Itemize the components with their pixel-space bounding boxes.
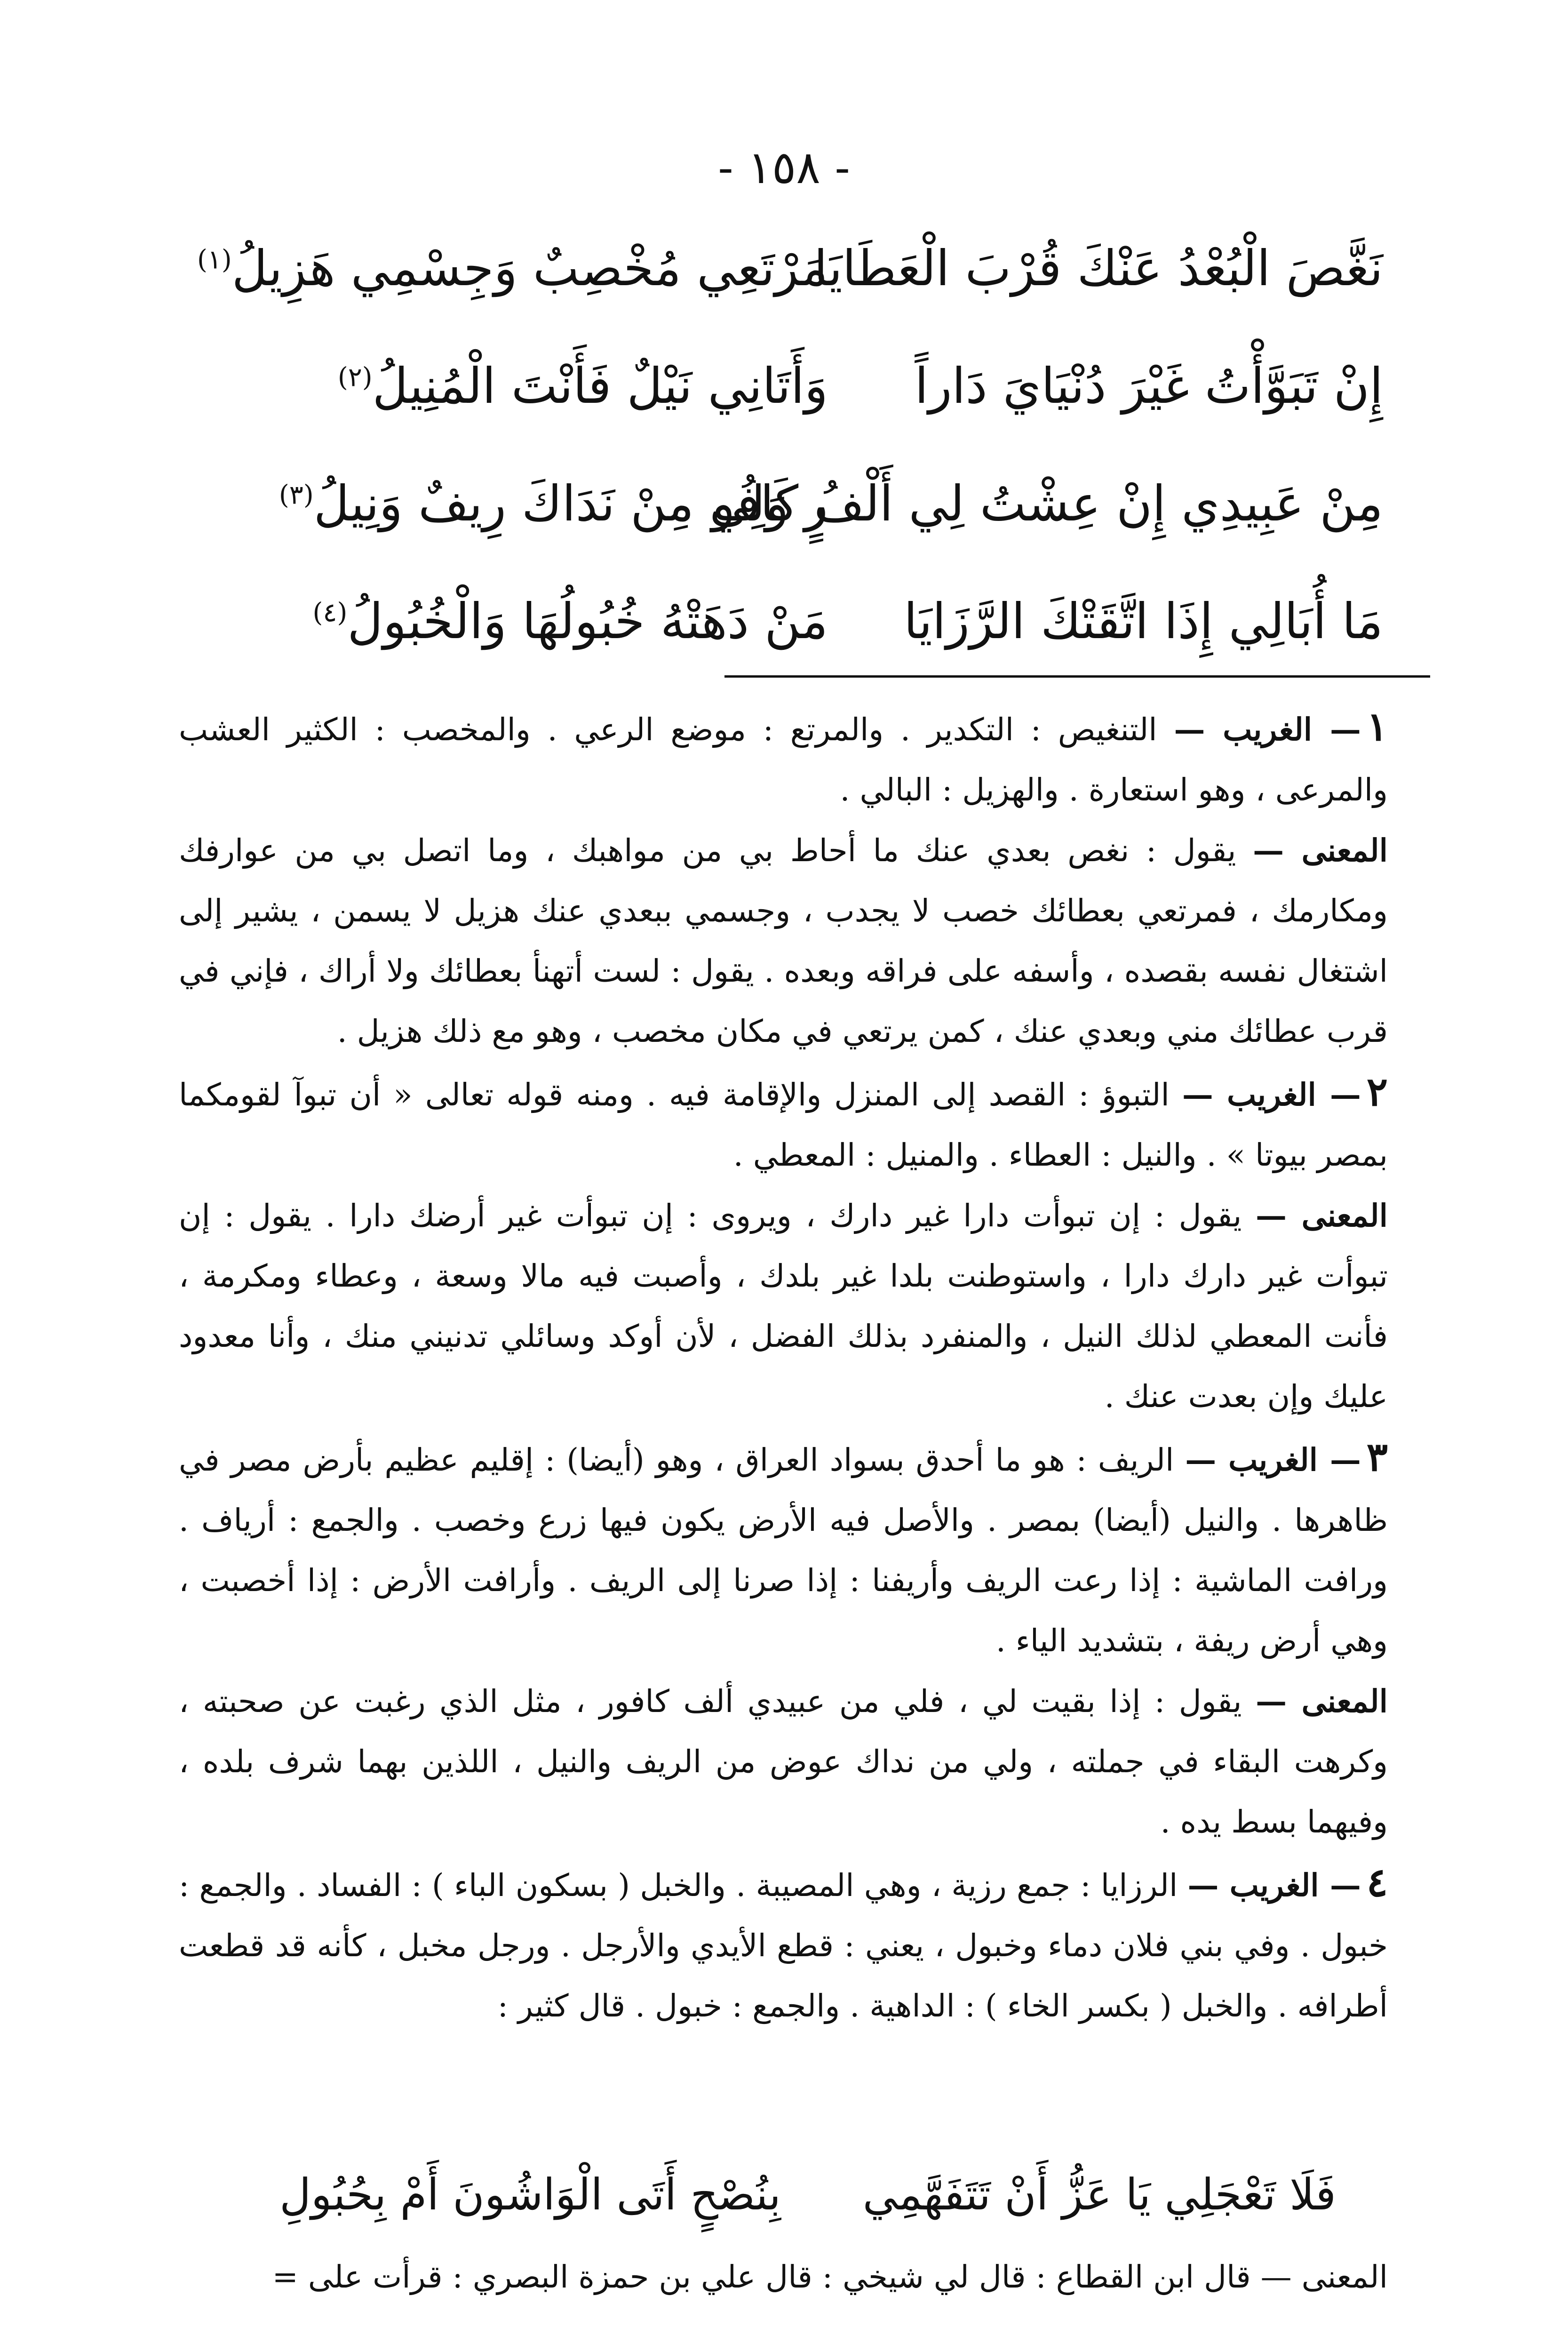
note-4-gharib xyxy=(179,1852,1388,2036)
note-text: يقول : نغص بعدي عنك ما أحاط بي من مواهبك ، وما اتصل بي من عوارفك ومكارمك ، فمرتعي بعطائك خصب لا يجدب ، وجسمي ببعدي عنك هزيل لا يسمن ، يشير إلى اشتغال نفسه بقصده ، وأسفه على فراقه وبعده . يقول : لست أتهنأ بعطائك ولا أراك ، فإني في قرب عطائك مني وبعدي عنك ، كمن يرتعي في مكان مخصب ، وهو مع ذلك هزيل . xyxy=(179,832,1388,1049)
footnote-mark: (١) xyxy=(197,244,232,275)
poem-verses xyxy=(179,235,1383,706)
quoted-first-hemistich: فَلَا تَعْجَلِي يَا عَزُّ أَنْ تَتَفَهَّمِي xyxy=(862,2169,1336,2220)
verse-second-hemistich xyxy=(179,471,828,536)
continuation-line: المعنى — قال ابن القطاع : قال لي شيخي : قال علي بن حمزة البصري : قرأت على = xyxy=(272,2259,1388,2295)
note-label: — الغريب — xyxy=(1174,711,1361,748)
note-text: الرزايا : جمع رزية ، وهي المصيبة . والخبل ( بسكون الباء ) : الفساد . والجمع : خبول . وفي بني فلان دماء وخبول ، يعني : قطع الأيدي والأرجل . ورجل مخبل ، كأنه قد قطعت أطرافه . والخبل ( بكسر الخاء ) : الداهية . والجمع : خبول . قال كثير : xyxy=(179,1867,1388,2024)
hemistich-text: مَنْ دَهَتْهُ خُبُولُهَا وَالْخُبُولُ xyxy=(347,592,828,650)
note-number: ١ xyxy=(1366,703,1388,750)
footnote-mark: (٢) xyxy=(337,362,373,393)
verse-first-hemistich: إِنْ تَبَوَّأْتُ غَيْرَ دُنْيَايَ دَاراً xyxy=(915,357,1383,415)
note-3-maana xyxy=(179,1671,1388,1852)
hemistich-text: مَرْتَعِي مُخْصِبٌ وَجِسْمِي هَزِيلُ xyxy=(231,240,828,297)
verse-second-hemistich xyxy=(179,588,828,654)
note-number: ٤ xyxy=(1366,1859,1388,1905)
note-text: التنغيص : التكدير . والمرتع : موضع الرعي . والمخصب : الكثير العشب والمرعى ، وهو استعارة . والهزيل : البالي . xyxy=(179,712,1388,808)
note-3-gharib xyxy=(179,1427,1388,1671)
note-2-maana xyxy=(179,1185,1388,1427)
footnote-mark: (٤) xyxy=(312,597,348,628)
note-2-gharib xyxy=(179,1062,1388,1185)
commentary-notes xyxy=(179,696,1388,2036)
note-text: يقول : إذا بقيت لي ، فلي من عبيدي ألف كافور ، مثل الذي رغبت عن صحبته ، وكرهت البقاء في جملته ، ولي من نداك عوض من الريف والنيل ، اللذين بهما شرف بلده ، وفيهما بسط يده . xyxy=(179,1683,1388,1840)
note-label: — الغريب — xyxy=(1187,1867,1361,1904)
note-number: ٢ xyxy=(1366,1068,1388,1115)
note-label: المعنى — xyxy=(1256,1197,1388,1234)
note-text: الريف : هو ما أحدق بسواد العراق ، وهو (أيضا) : إقليم عظيم بأرض مصر في ظاهرها . والنيل (أيضا) بمصر . والأصل فيه الأرض يكون فيها زرع وخصب . والجمع : أرياف . ورافت الماشية : إذا رعت الريف وأريفنا : إذا صرنا إلى الريف . وأرافت الأرض : إذا أخصبت ، وهي أرض ريفة ، بتشديد الياء . xyxy=(179,1442,1388,1659)
verse-first-hemistich: مَا أُبَالِي إِذَا اتَّقَتْكَ الرَّزَايَا xyxy=(904,592,1383,650)
verse-row xyxy=(179,588,1383,706)
page-number: - ١٥٨ - xyxy=(718,141,850,194)
note-label: — الغريب — xyxy=(1185,1441,1361,1478)
note-text: يقول : إن تبوأت دارا غير دارك ، ويروى : إن تبوأت غير أرضك دارا . يقول : إن تبوأت غير دارك دارا ، واستوطنت بلدا غير بلدك ، وأصبت فيه مالا وسعة ، وعطاء ومكرمة ، فأنت المعطي لذلك النيل ، والمنفرد بذلك الفضل ، لأن أوكد وسائلي تدنيني منك ، وأنا معدود عليك وإن بعدت عنك . xyxy=(179,1198,1388,1415)
note-label: — الغريب — xyxy=(1182,1076,1361,1113)
note-number: ٣ xyxy=(1366,1433,1388,1480)
footnote-separator xyxy=(724,675,1430,678)
verse-row xyxy=(179,471,1383,588)
note-1-gharib xyxy=(179,696,1388,820)
note-text: التبوؤ : القصد إلى المنزل والإقامة فيه . ومنه قوله تعالى « أن تبوآ لقومكما بمصر بيوتا » . والنيل : العطاء . والمنيل : المعطي . xyxy=(179,1077,1388,1173)
note-label: المعنى — xyxy=(1253,832,1388,869)
footnote-mark: (٣) xyxy=(279,480,314,511)
verse-second-hemistich xyxy=(179,235,828,301)
verse-first-hemistich: مِنْ عَبِيدِي إِنْ عِشْتُ لِي أَلْفُ كَافُو xyxy=(711,475,1383,532)
hemistich-text: رٍ وَلِي مِنْ نَدَاكَ رِيفٌ وَنِيلُ xyxy=(313,475,828,532)
quoted-second-hemistich: بِنُصْحٍ أَتَى الْوَاشُونَ أَمْ بِحُبُولِ xyxy=(279,2169,781,2220)
verse-first-hemistich: نَغَّصَ الْبُعْدُ عَنْكَ قُرْبَ الْعَطَايَا xyxy=(814,240,1383,297)
verse-row xyxy=(179,235,1383,353)
verse-second-hemistich xyxy=(179,353,828,419)
note-label: المعنى — xyxy=(1256,1683,1388,1720)
hemistich-text: وَأَتَانِي نَيْلٌ فَأَنْتَ الْمُنِيلُ xyxy=(372,357,828,415)
note-1-maana xyxy=(179,820,1388,1062)
verse-row xyxy=(179,353,1383,471)
